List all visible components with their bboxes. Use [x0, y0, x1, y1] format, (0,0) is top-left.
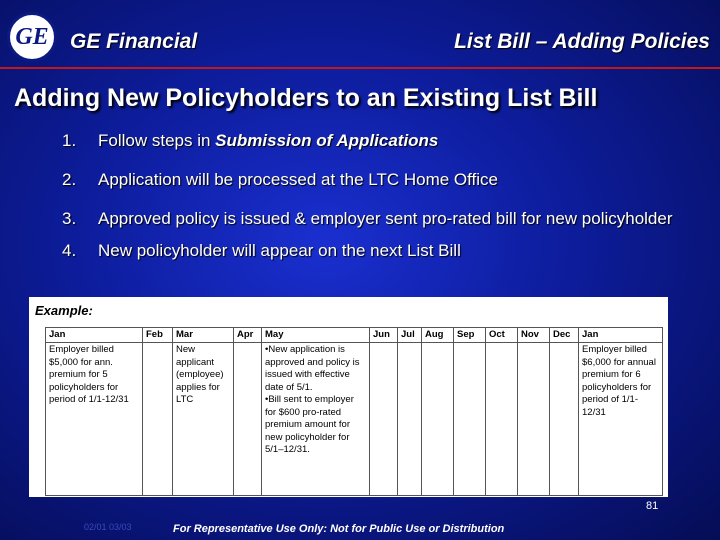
oct-cell — [486, 343, 518, 496]
step-number: 1. — [62, 131, 77, 150]
month-header: Dec — [550, 328, 579, 343]
month-header: Nov — [518, 328, 550, 343]
may-bullet-1: •New application is approved and policy is issued with effective date of 5/1. — [265, 344, 360, 393]
month-header: Feb — [143, 328, 173, 343]
aug-cell — [422, 343, 454, 496]
month-header-row — [46, 328, 663, 343]
month-header: Sep — [454, 328, 486, 343]
header-divider — [0, 67, 720, 69]
jul-cell — [398, 343, 422, 496]
example-panel — [29, 297, 668, 497]
step-item — [62, 208, 702, 229]
apr-cell — [234, 343, 262, 496]
sep-cell — [454, 343, 486, 496]
brand-name: GE Financial — [70, 30, 198, 53]
ge-logo-icon — [7, 12, 57, 62]
may-cell — [262, 343, 370, 496]
dec-cell — [550, 343, 579, 496]
may-bullet-1-text: New application is approved and policy is issued with effective date of 5/1. — [265, 344, 360, 393]
slide-title: Adding New Policyholders to an Existing List Bill — [14, 84, 598, 112]
mar-cell: New applicant (employee) applies for LTC — [173, 343, 234, 496]
step-text: New policyholder will appear on the next List Bill — [98, 241, 461, 260]
month-header: Jan — [46, 328, 143, 343]
step-text: Approved policy is issued & employer sent pro-rated bill for new policyholder — [98, 209, 673, 228]
date-stamp: 02/01 03/03 — [84, 522, 132, 532]
step-item — [62, 169, 702, 190]
nov-cell — [518, 343, 550, 496]
section-title: List Bill – Adding Policies — [454, 30, 710, 53]
footer-disclaimer: For Representative Use Only: Not for Public Use or Distribution — [173, 523, 505, 535]
month-header: Apr — [234, 328, 262, 343]
logo-text: GE — [15, 23, 49, 50]
example-label: Example: — [35, 303, 93, 318]
jan-cell: Employer billed $5,000 for ann. premium for 5 policyholders for period of 1/1-12/31 — [46, 343, 143, 496]
feb-cell — [143, 343, 173, 496]
jun-cell — [370, 343, 398, 496]
may-bullet-2: •Bill sent to employer for $600 pro-rated premium amount for new policyholder for 5/1–12/31. — [265, 394, 354, 455]
page-number: 81 — [646, 500, 659, 512]
step-number: 3. — [62, 209, 77, 228]
month-header: Aug — [422, 328, 454, 343]
list-bill-timeline-table — [45, 327, 663, 496]
slide-header — [0, 0, 720, 68]
step-emphasis: Submission of Applications — [215, 131, 439, 150]
month-header: Oct — [486, 328, 518, 343]
timeline-row — [46, 343, 663, 496]
step-number: 2. — [62, 170, 77, 189]
month-header: Jul — [398, 328, 422, 343]
step-text: Application will be processed at the LTC Home Office — [98, 170, 499, 189]
steps-list — [62, 130, 702, 279]
jan-next-cell: Employer billed $6,000 for annual premium for 6 policyholders for period of 1/1-12/31 — [579, 343, 663, 496]
step-number: 4. — [62, 241, 77, 260]
step-item — [62, 130, 702, 151]
month-header: Jan — [579, 328, 663, 343]
month-header: May — [262, 328, 370, 343]
month-header: Mar — [173, 328, 234, 343]
may-bullet-2-text: Bill sent to employer for $600 pro-rated premium amount for new policyholder for 5/1–12/31. — [265, 394, 354, 455]
step-text: Follow steps in — [98, 131, 216, 150]
month-header: Jun — [370, 328, 398, 343]
step-item — [62, 240, 702, 261]
